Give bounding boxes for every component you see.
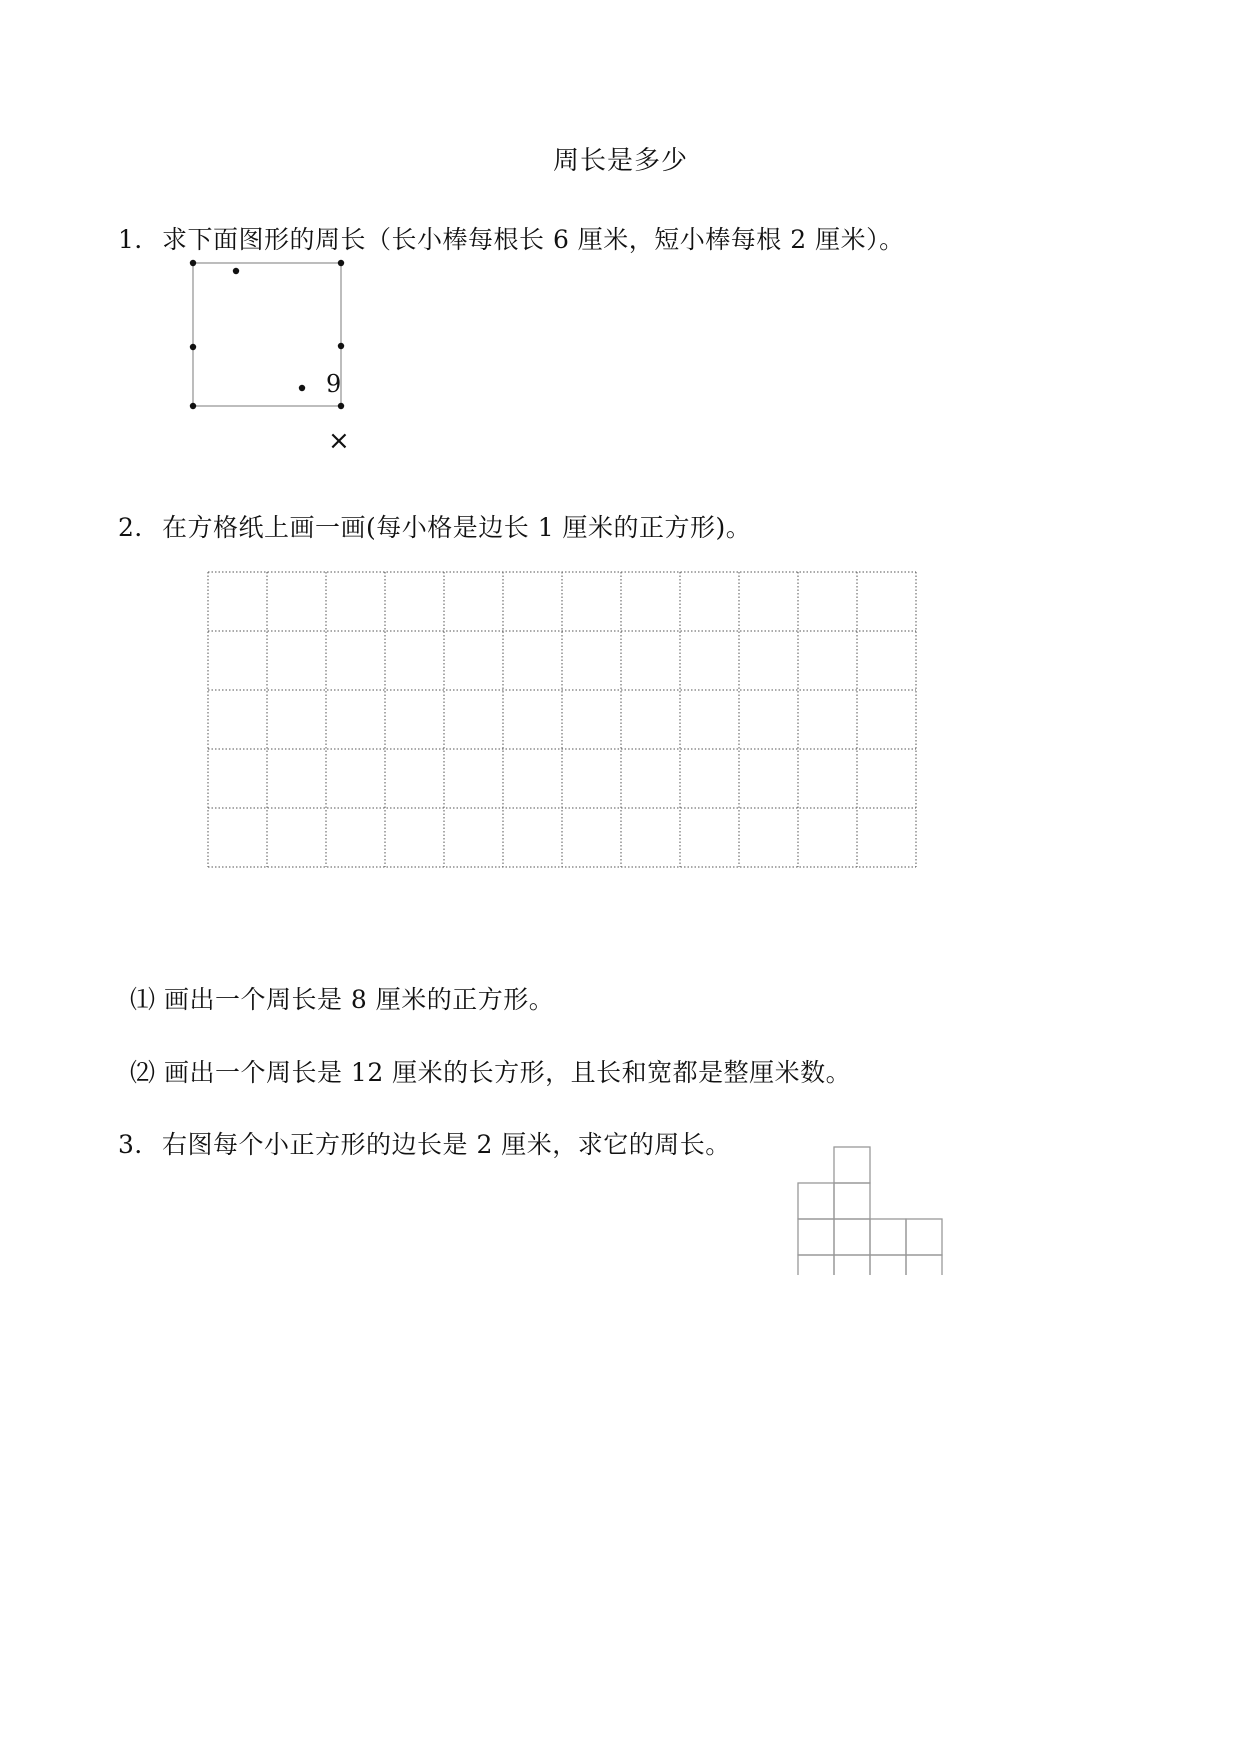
question-3 xyxy=(118,1125,731,1161)
stick-joint xyxy=(338,343,344,349)
label-x: × xyxy=(328,426,350,456)
small-square xyxy=(906,1255,942,1275)
part-1-text: 画出一个周长是 8 厘米的正方形。 xyxy=(163,985,555,1014)
small-square xyxy=(834,1183,870,1219)
square-shape-figure xyxy=(796,1145,946,1275)
question-1-number: 1． xyxy=(118,225,160,254)
small-square xyxy=(870,1255,906,1275)
question-2-text: 在方格纸上画一画(每小格是边长 1 厘米的正方形)。 xyxy=(162,513,752,542)
stick-joint xyxy=(190,260,196,266)
question-2 xyxy=(118,508,751,544)
small-square xyxy=(906,1219,942,1255)
stick-joint xyxy=(190,403,196,409)
small-square xyxy=(834,1147,870,1183)
part-2-marker: ⑵ xyxy=(130,1058,156,1087)
question-2-number: 2． xyxy=(118,513,160,542)
question-2-part-1 xyxy=(130,980,554,1016)
stick-joint xyxy=(190,344,196,350)
stick-rectangle xyxy=(193,263,341,406)
label-nine: 9 xyxy=(326,370,342,398)
page-title: 周长是多少 xyxy=(552,146,688,176)
question-1 xyxy=(118,220,905,256)
question-1-text: 求下面图形的周长（长小棒每根长 6 厘米，短小棒每根 2 厘米）。 xyxy=(162,225,905,254)
stick-joint xyxy=(338,260,344,266)
question-3-number: 3． xyxy=(118,1130,160,1159)
square-grid-paper[interactable] xyxy=(205,570,917,872)
small-square xyxy=(798,1255,834,1275)
part-2-text: 画出一个周长是 12 厘米的长方形，且长和宽都是整厘米数。 xyxy=(163,1058,852,1087)
small-square xyxy=(798,1219,834,1255)
stick-joint xyxy=(338,403,344,409)
question-2-part-2 xyxy=(130,1053,851,1089)
part-1-marker: ⑴ xyxy=(130,985,156,1014)
stick-figure xyxy=(180,255,370,460)
small-square xyxy=(834,1219,870,1255)
stick-joint xyxy=(299,385,305,391)
stick-joint xyxy=(233,268,239,274)
question-3-text: 右图每个小正方形的边长是 2 厘米，求它的周长。 xyxy=(162,1130,731,1159)
small-square xyxy=(834,1255,870,1275)
small-square xyxy=(798,1183,834,1219)
small-square xyxy=(870,1219,906,1255)
